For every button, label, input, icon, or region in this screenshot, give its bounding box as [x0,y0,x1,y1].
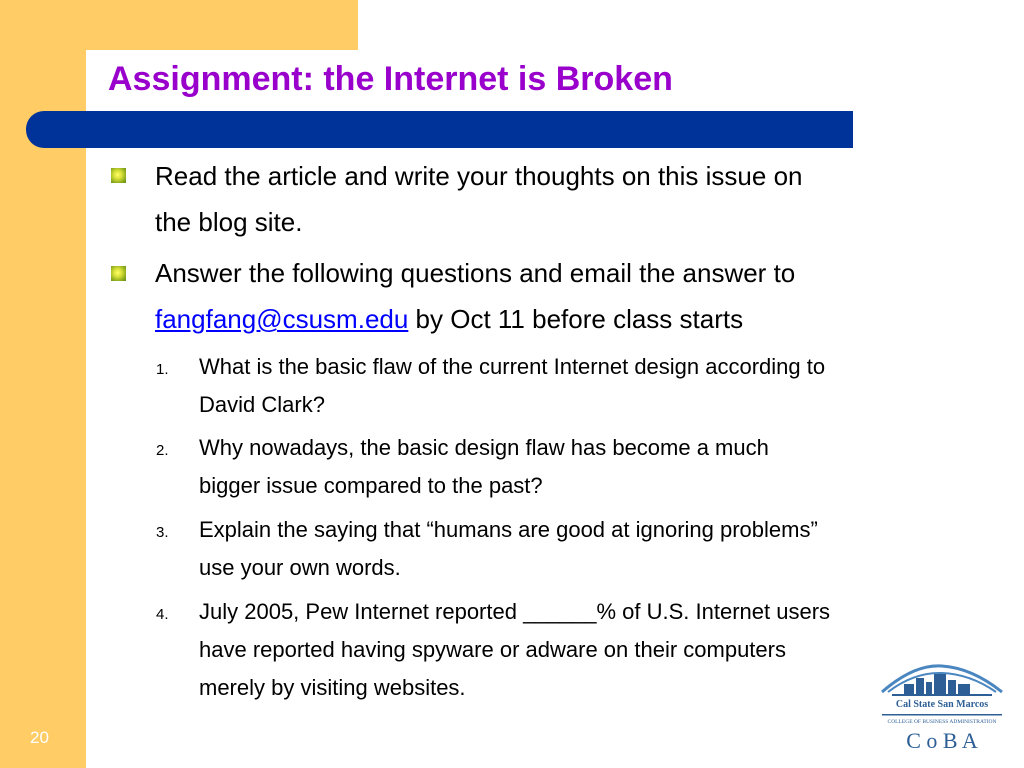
question-3 [199,511,818,587]
question-line: What is the basic flaw of the current Internet design according to [199,354,826,379]
question-2 [199,429,769,505]
question-line: Why nowadays, the basic design flaw has become a much [199,435,769,460]
bullet-line: the blog site. [155,207,303,237]
question-number: 4. [156,606,169,623]
question-line: Explain the saying that “humans are good at ignoring problems” [199,517,818,542]
question-number: 3. [156,524,169,541]
question-1 [199,348,825,424]
square-bullet-icon [111,168,126,183]
logo-line-1: Cal State San Marcos [895,699,989,710]
slide-title: Assignment: the Internet is Broken [108,60,673,98]
slide-number: 20 [30,728,49,747]
logo-divider [882,714,1002,716]
bullet-line: Read the article and write your thoughts on this issue on [155,161,803,191]
coba-logo [874,660,1010,756]
question-line: July 2005, Pew Internet reported ______% of U.S. Internet users [199,599,831,624]
deadline-text: by Oct 11 before class starts [408,304,744,334]
title-underline-bar [26,111,853,148]
question-4 [199,593,830,707]
bullet-read-article [155,153,803,245]
question-line: have reported having spyware or adware on their computers [199,637,786,662]
logo-line-3: C o B A [906,728,978,753]
top-accent-band [0,0,358,50]
logo-divider [892,694,992,696]
logo-line-2: COLLEGE OF BUSINESS ADMINISTRATION [887,719,997,725]
question-line: merely by visiting websites. [199,675,466,700]
question-number: 2. [156,442,169,459]
question-line: use your own words. [199,555,401,580]
question-line: bigger issue compared to the past? [199,473,543,498]
bullet-line [155,296,795,342]
question-line: David Clark? [199,392,325,417]
square-bullet-icon [111,266,126,281]
question-number: 1. [156,361,169,378]
email-link[interactable]: fangfang@csusm.edu [155,304,409,334]
bullet-line: Answer the following questions and email the answer to [155,258,796,288]
bullet-answer-questions [155,250,795,342]
